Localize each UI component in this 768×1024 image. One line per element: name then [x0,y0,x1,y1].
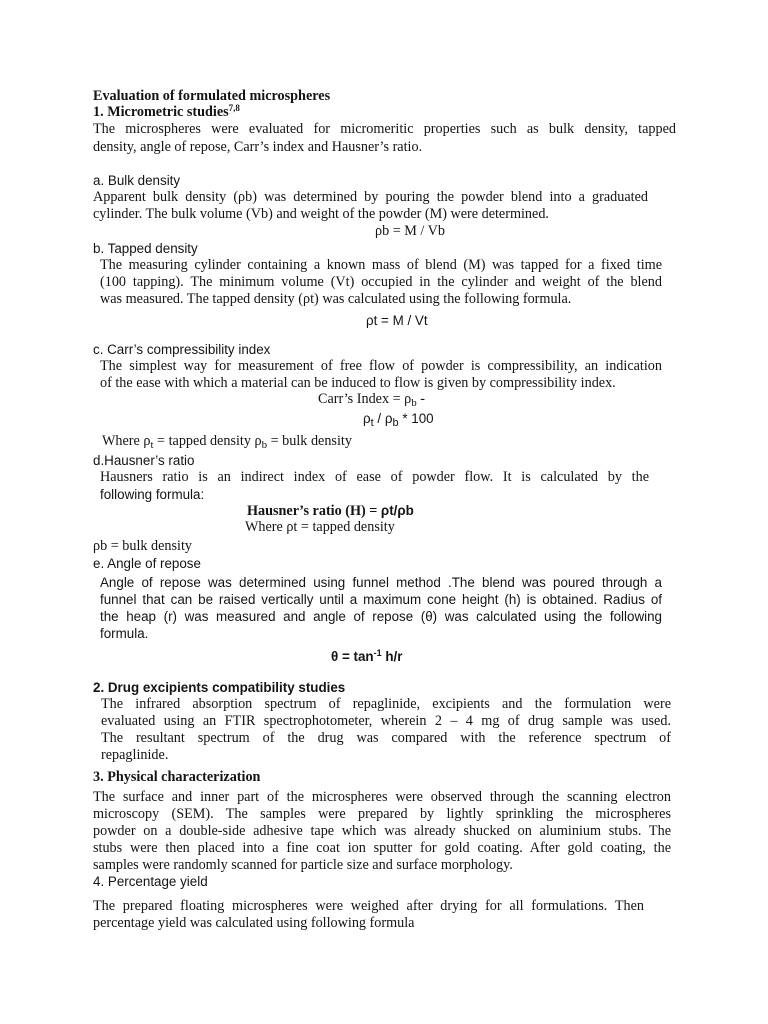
where-subscript: t [150,439,154,451]
formula-text: * 100 [398,411,434,426]
hausner-ratio-formula [247,502,414,520]
formula-text: - [416,391,426,407]
paragraph-line: formula. [100,626,149,641]
formula-superscript: -1 [373,648,382,658]
paragraph-line: cylinder. The bulk volume (Vb) and weight of the powder (M) were determined. [93,206,549,222]
paragraph-line: Angle of repose was determined using funnel method .The blend was poured through a [100,575,662,590]
paragraph-line: The simplest way for measurement of free flow of powder is compressibility, an indication [100,358,662,374]
where-text: = tapped density ρ [153,433,262,449]
where-text: = bulk density [267,433,352,449]
paragraph-line: The prepared floating microspheres were weighed after drying for all formulations. Then [93,898,644,914]
section-3-title: 3. Physical characterization [93,769,261,785]
subsection-a-title: a. Bulk density [93,173,181,188]
carr-index-formula-bottom [363,410,434,432]
formula-text: h/r [381,649,403,664]
subsection-b-title: b. Tapped density [93,241,198,256]
paragraph-line: (100 tapping). The minimum volume (Vt) occupied in the cylinder and weight of the blend [100,274,662,290]
paragraph-line: was measured. The tapped density (ρt) was calculated using the following formula. [100,291,572,307]
formula-subscript: b [392,417,399,429]
where-text: Where ρ [102,433,151,449]
carr-index-where [102,433,352,454]
where-subscript: b [261,439,268,451]
paragraph-line: The resultant spectrum of the drug was compared with the reference spectrum of [101,730,671,746]
section-4-title: 4. Percentage yield [93,874,208,889]
subsection-e-title: e. Angle of repose [93,556,201,571]
paragraph-line: Apparent bulk density (ρb) was determined by pouring the powder blend into a graduated [93,189,648,205]
paragraph-line: the heap (r) was measured and angle of repose (θ) was calculated using the following [100,609,662,624]
paragraph-line: evaluated using an FTIR spectrophotometer, wherein 2 – 4 mg of drug sample was used. [101,713,671,729]
paragraph-line: density, angle of repose, Carr’s index and Hausner’s ratio. [93,139,423,155]
paragraph-line: powder on a double-side adhesive tape which was already shucked on aluminium stubs. The [93,823,671,839]
formula-text: θ = tan [331,649,374,664]
paragraph-line: funnel that can be raised vertically until a maximum cone height (h) is obtained. Radius of [100,592,662,607]
paragraph-line: The measuring cylinder containing a known mass of blend (M) was tapped for a fixed time [100,257,662,273]
section-2-title: 2. Drug excipients compatibility studies [93,680,346,695]
paragraph-line: percentage yield was calculated using following formula [93,915,415,931]
tapped-density-formula: ρt = M / Vt [366,313,428,328]
bulk-density-formula: ρb = M / Vb [375,223,446,239]
carr-index-formula-top [318,391,425,412]
formula-text: Carr’s Index = ρ [318,391,412,407]
hausner-where: Where ρt = tapped density [245,519,395,535]
document-heading: Evaluation of formulated microspheres [93,88,331,104]
section-1-title-text: 1. Micrometric studies [93,104,229,120]
reference-superscript: 7,8 [228,103,240,113]
formula-subscript: t [370,417,374,429]
formula-label: Hausner’s ratio (H) = [247,503,381,519]
section-1-title [93,104,240,121]
formula-subscript: b [411,397,417,409]
paragraph-line: The microspheres were evaluated for micromeritic properties such as bulk density, tapped [93,121,676,137]
paragraph-line: stubs were then placed into a fine coat ion sputter for gold coating. After gold coating, the [93,840,671,856]
paragraph-line: of the ease with which a material can be induced to flow is given by compressibility index. [100,375,616,391]
paragraph-line: Hausners ratio is an indirect index of ease of powder flow. It is calculated by the [100,469,649,485]
formula-expression: ρt/ρb [380,503,414,518]
subsection-c-title: c. Carr’s compressibility index [93,342,271,357]
paragraph-line: repaglinide. [101,747,169,763]
paragraph-line: The infrared absorption spectrum of repaglinide, excipients and the formulation were [101,696,671,712]
hausner-where-bulk: ρb = bulk density [93,538,193,554]
paragraph-line: samples were randomly scanned for particle size and surface morphology. [93,857,513,873]
formula-text: / ρ [373,411,393,426]
paragraph-line: The surface and inner part of the microspheres were observed through the scanning electron [93,789,671,805]
angle-of-repose-formula [331,648,402,665]
formula-text: ρ [363,411,371,426]
subsection-d-title: d.Hausner’s ratio [93,453,195,468]
paragraph-line: following formula: [100,487,205,502]
paragraph-line: microscopy (SEM). The samples were prepared by lightly sprinkling the microspheres [93,806,671,822]
